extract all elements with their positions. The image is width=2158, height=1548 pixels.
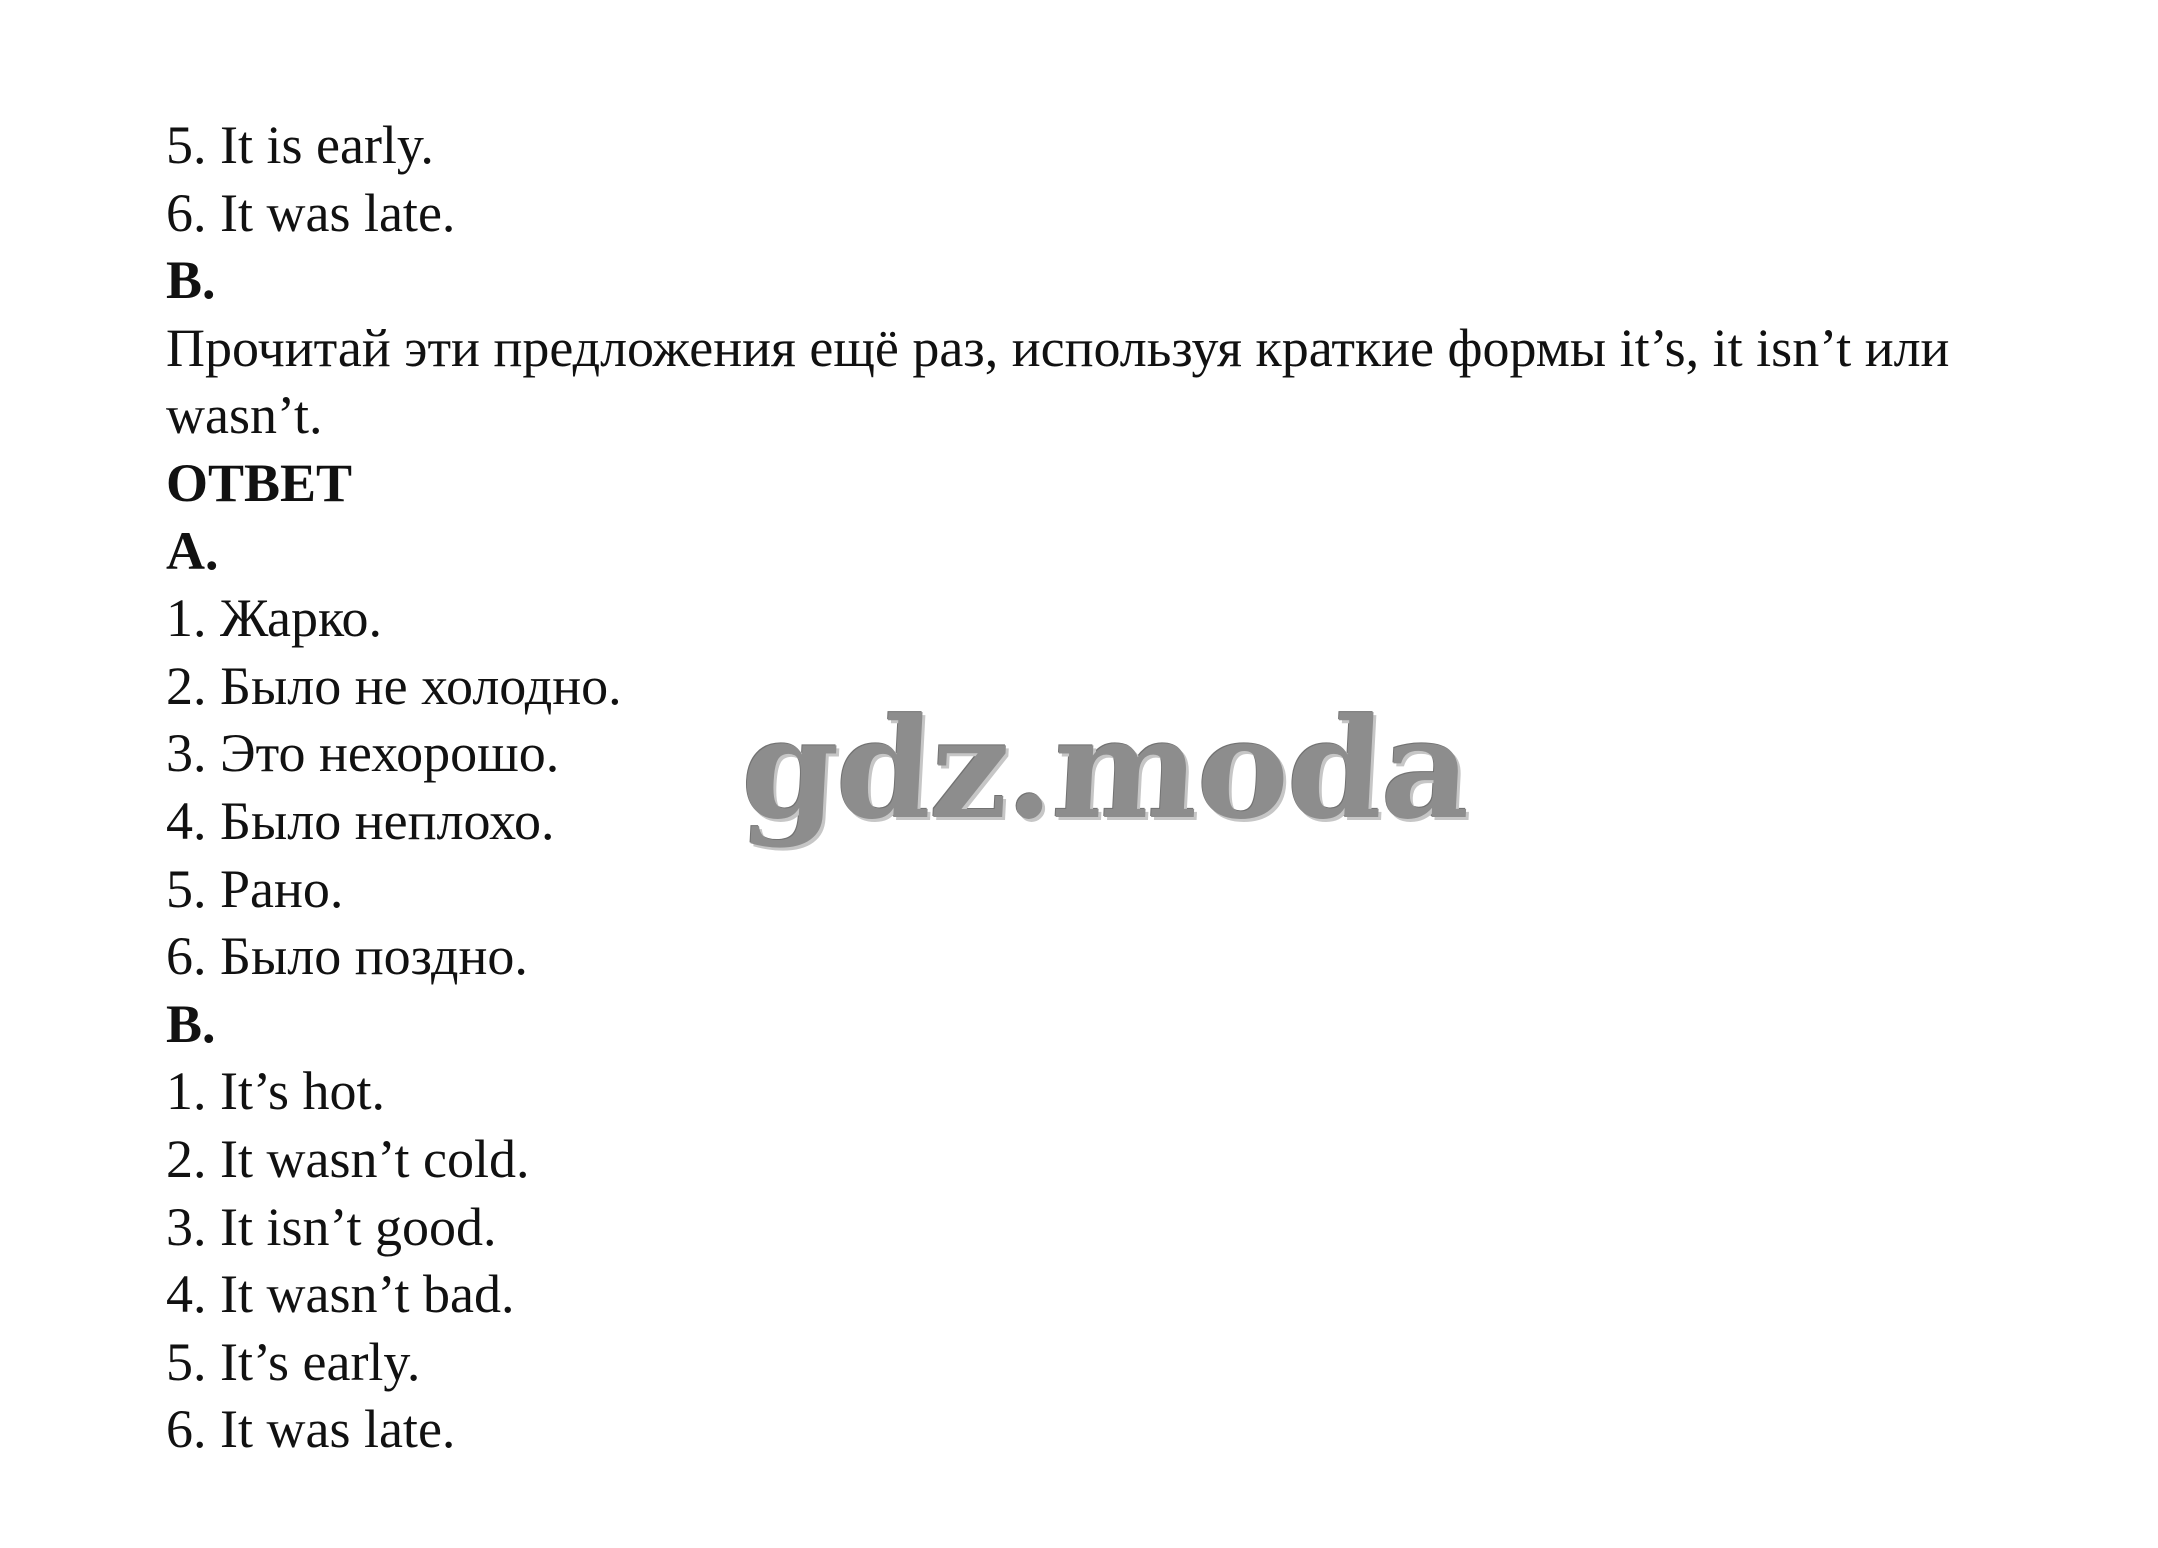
instruction-text: Прочитай эти предложения ещё раз, используя краткие формы it’s, it isn’t или wasn’t.	[166, 317, 1950, 446]
site-watermark: gdz.moda	[737, 687, 1474, 850]
exercise-line: 6. It was late.	[166, 182, 456, 243]
exercise-line: 5. It is early.	[166, 115, 434, 175]
answer-a-item: 2. Было не холодно.	[166, 655, 622, 716]
answer-a-item: 4. Было неплохо.	[166, 790, 555, 851]
answer-b-item: 3. It isn’t good.	[166, 1196, 497, 1257]
answer-a-item: 3. Это нехорошо.	[166, 723, 560, 784]
answer-b-heading: B.	[166, 993, 216, 1054]
answer-b-item: 6. It was late.	[166, 1399, 456, 1460]
answer-b-item: 4. It wasn’t bad.	[166, 1264, 515, 1325]
answer-b-item: 5. It’s early.	[166, 1331, 421, 1392]
section-b-heading: B.	[166, 250, 216, 311]
answer-a-item: 1. Жарко.	[166, 588, 382, 649]
answer-b-item: 1. It’s hot.	[166, 1061, 386, 1122]
answer-heading: ОТВЕТ	[166, 452, 353, 513]
answer-a-item: 5. Рано.	[166, 858, 344, 919]
answer-a-item: 6. Было поздно.	[166, 926, 528, 987]
answer-a-heading: A.	[166, 520, 219, 581]
answer-b-item: 2. It wasn’t cold.	[166, 1128, 530, 1189]
